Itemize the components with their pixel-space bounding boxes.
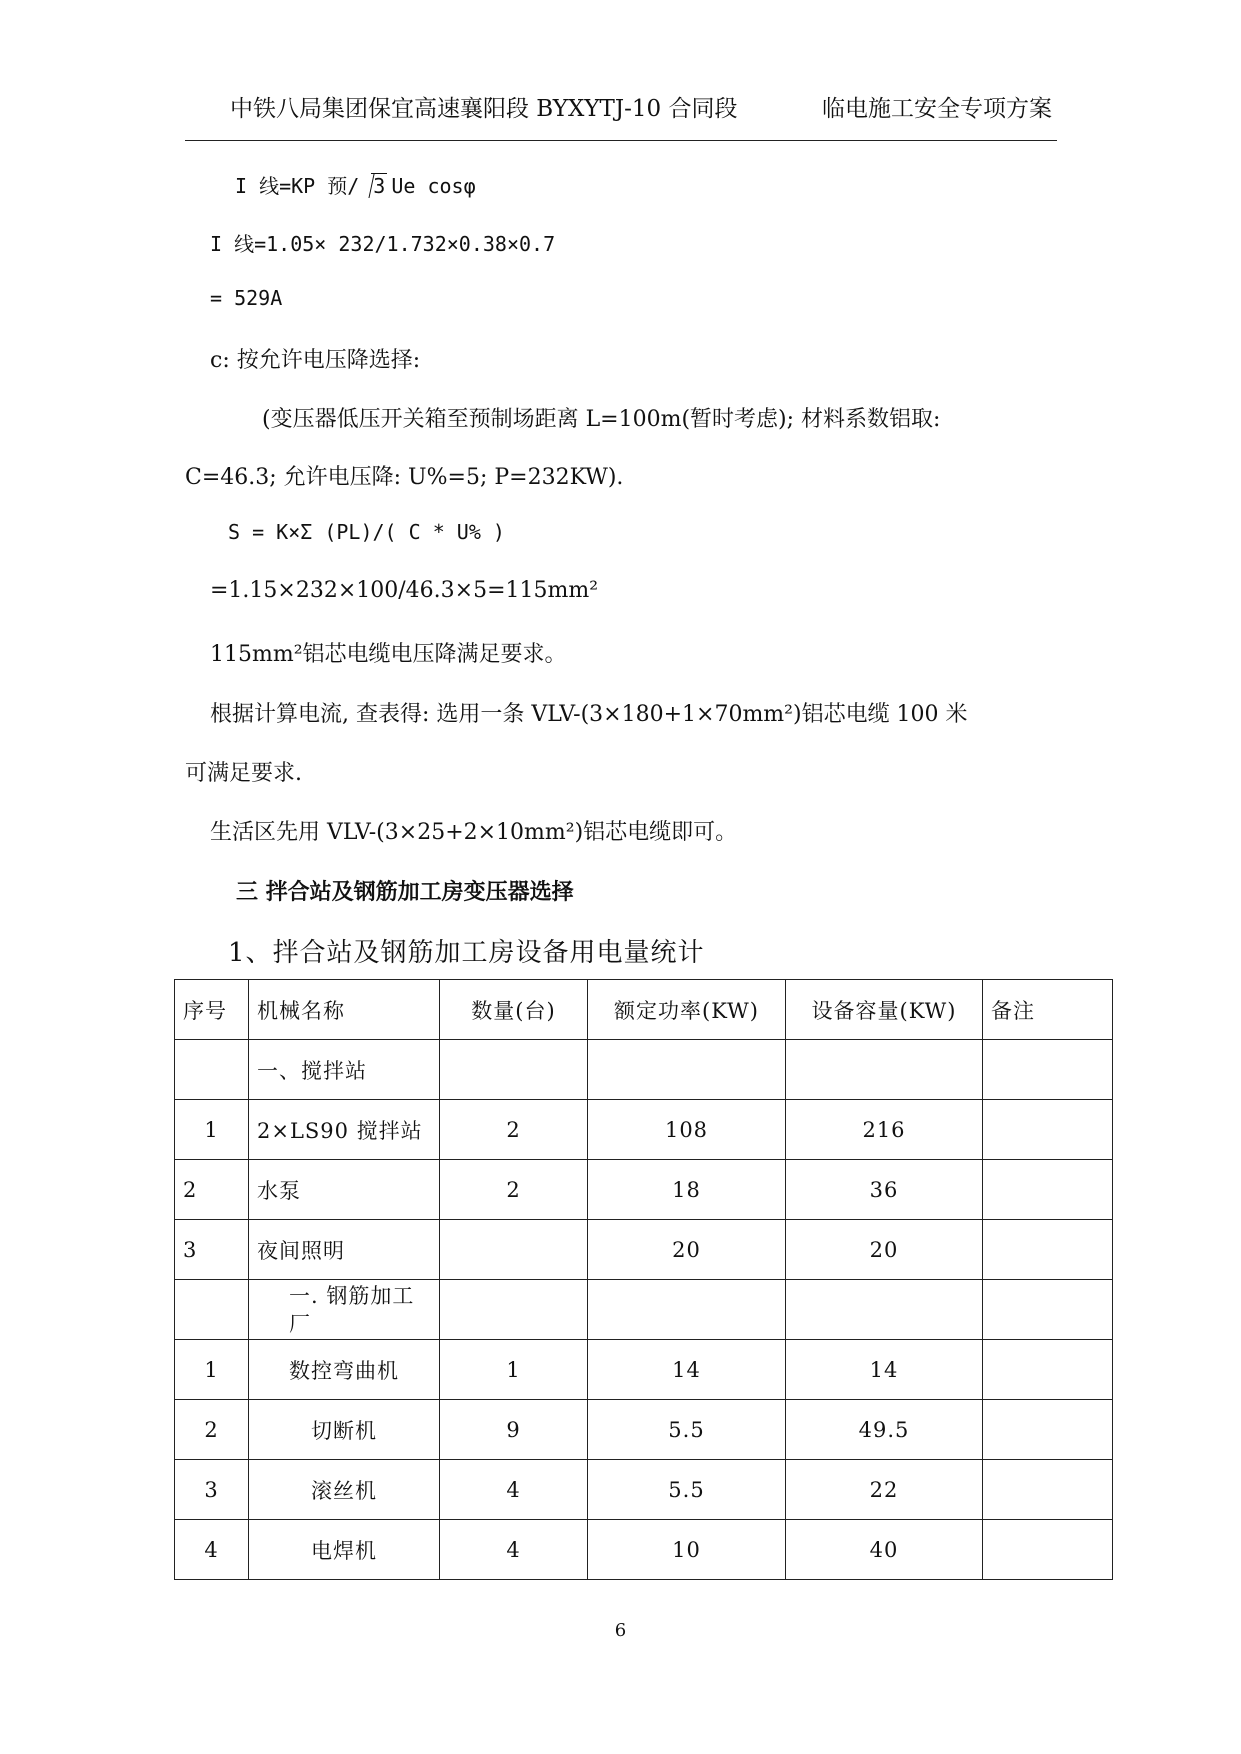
category-row: [175, 1280, 1113, 1340]
voltage-drop-heading: c: 按允许电压降选择:: [210, 348, 421, 373]
table-header-row: [175, 980, 1113, 1040]
table-row: 4 电焊机 4 10 40: [175, 1520, 1113, 1580]
category-label: 一. 钢筋加工厂: [249, 1280, 440, 1340]
th-capacity: 设备容量(KW): [786, 980, 983, 1040]
th-remark: 备注: [983, 980, 1113, 1040]
cable-select-line-1: 根据计算电流, 查表得: 选用一条 VLV-(3×180+1×70mm²)铝芯电缆 100 米: [210, 702, 968, 727]
th-no: 序号: [175, 980, 249, 1040]
page-header: [185, 88, 1057, 141]
formula-current: [235, 170, 476, 199]
th-qty: 数量(台): [440, 980, 588, 1040]
table-row: 2 切断机 9 5.5 49.5: [175, 1400, 1113, 1460]
category-label: 一、搅拌站: [249, 1040, 440, 1100]
section-ok: 115mm²铝芯电缆电压降满足要求。: [210, 642, 567, 667]
living-area-cable: 生活区先用 VLV-(3×25+2×10mm²)铝芯电缆即可。: [210, 820, 738, 845]
table-row: 2 水泵 2 18 36: [175, 1160, 1113, 1220]
formula-pre: I 线=KP 预/: [235, 174, 360, 198]
th-name: 机械名称: [249, 980, 440, 1040]
table-row: 1 数控弯曲机 1 14 14: [175, 1340, 1113, 1400]
table-caption: 1、拌合站及钢筋加工房设备用电量统计: [228, 938, 705, 968]
param-line-1: (变压器低压开关箱至预制场距离 L=100m(暂时考虑); 材料系数铝取:: [262, 407, 941, 432]
table-row: 3 滚丝机 4 5.5 22: [175, 1460, 1113, 1520]
cable-select-line-2: 可满足要求.: [185, 761, 302, 786]
equipment-power-table: [174, 979, 1113, 1580]
header-project: 中铁八局集团保宜高速襄阳段 BYXYTJ-10 合同段: [230, 96, 738, 122]
section-heading: 三 拌合站及钢筋加工房变压器选择: [236, 880, 574, 905]
header-doc-title: 临电施工安全专项方案: [822, 96, 1052, 122]
sqrt-symbol: [361, 174, 387, 198]
param-line-2: C=46.3; 允许电压降: U%=5; P=232KW).: [185, 465, 624, 490]
sqrt-radicand: 3: [373, 174, 386, 198]
formula-post: Ue cosφ: [391, 174, 476, 198]
table-row: 1 2×LS90 搅拌站 2 108 216: [175, 1100, 1113, 1160]
table-row: 3 夜间照明 20 20: [175, 1220, 1113, 1280]
th-power: 额定功率(KW): [588, 980, 786, 1040]
calc-result: = 529A: [210, 286, 283, 310]
section-formula: S = K×Σ (PL)/( C * U% ): [228, 520, 505, 544]
section-calc: =1.15×232×100/46.3×5=115mm²: [210, 578, 599, 603]
category-row: [175, 1040, 1113, 1100]
calc-current: I 线=1.05× 232/1.732×0.38×0.7: [210, 232, 556, 256]
page-number: 6: [614, 1620, 627, 1641]
